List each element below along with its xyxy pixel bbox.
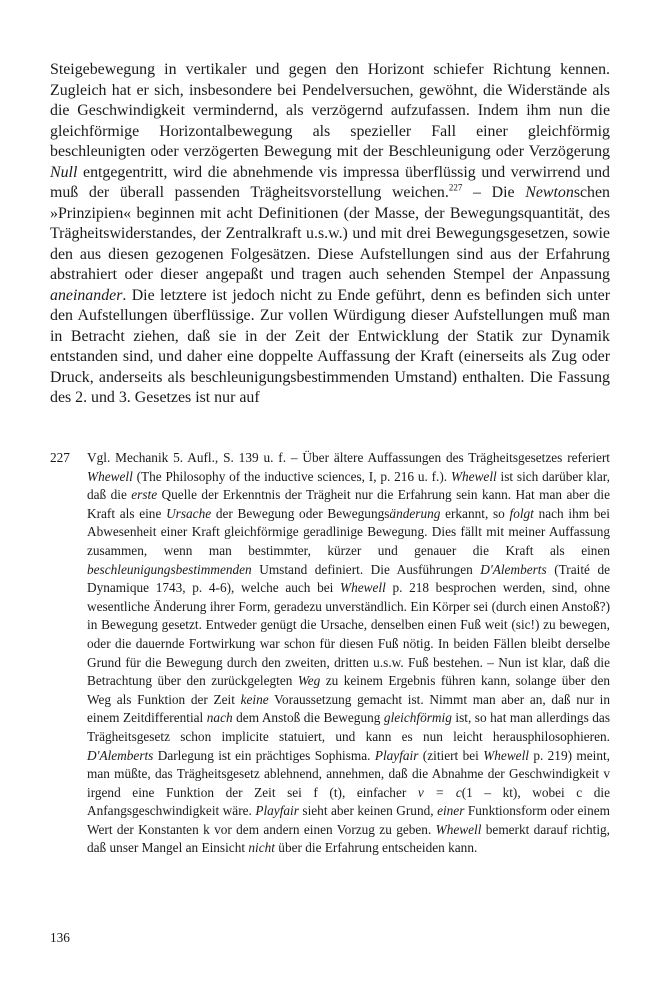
footnote [50, 449, 610, 858]
page-number: 136 [50, 930, 70, 945]
main-text [50, 60, 610, 409]
footnote-text: Vgl. Mechanik 5. Aufl., S. 139 u. f. – Über ältere Auffassungen des Trägheitsgesetzes referiert Whewell (The Philosophy of the inductive sciences, I, p. 216 u. f.). Whewell ist sich darüber klar, daß die erste Quelle der Erkenntnis der Trägheit nur die Erfahrung sein kann. Hat man aber die Kraft als eine Ursache der Bewegung oder Bewegungsänderung erkannt, so folgt nach ihm bei Abwesenheit einer Kraft gleichförmige geradlinige Bewegung. Dies fällt mit meiner Auffassung zusammen, wenn man bestimmter, kürzer und genauer die Kraft als einen beschleunigungsbestimmenden Umstand definiert. Die Ausführungen D'Alemberts (Traité de Dynamique 1743, p. 4-6), welche auch bei Whewell p. 218 besprochen werden, sind, ohne wesentliche Änderung ihrer Form, geradezu unverständlich. Ein Körper sei (durch einen Anstoß?) in Bewegung gesetzt. Entweder genügt die Ursache, denselben einen Fuß weit (sic!) zu bewegen, oder die dauernde Fortwirkung war schon für diesen Fuß nötig. In beiden Fällen bleibt derselbe Grund für die Bewegung durch den zweiten, dritten u.s.w. Fuß bestehen. – Nun ist klar, daß die Betrachtung über den zurückgelegten Weg zu keinem Ergebnis führen kann, solange über den Weg als Funktion der Zeit keine Voraussetzung gemacht ist. Nimmt man aber an, daß nur in einem Zeitdifferential nach dem Anstoß die Bewegung gleichförmig ist, so hat man allerdings das Trägheitsgesetz schon implicite statuiert, und kann es nun leicht herausphilosophieren. D'Alemberts Darlegung ist ein prächtiges Sophisma. Playfair (zitiert bei Whewell p. 219) meint, man müßte, das Trägheitsgesetz ablehnend, annehmen, daß die Abnahme der Geschwindigkeit v irgend eine Funktion der Zeit sei f (t), einfacher v = c(1 – kt), wobei c die Anfangsgeschwindigkeit wäre. Playfair sieht aber keinen Grund, einer Funktionsform oder einem Wert der Konstanten k vor dem andern einen Vorzug zu geben. Whewell bemerkt darauf richtig, daß unser Mangel an Einsicht nicht über die Erfahrung entscheiden kann. [87, 450, 611, 856]
footnote-number: 227 [50, 450, 70, 465]
footnote-reference[interactable]: 227 [448, 182, 463, 193]
main-paragraph: Steigebewegung in vertikaler und gegen den Horizont schiefer Richtung kennen. Zugleich hat er sich, insbesondere bei Pendelversuchen, gewöhnt, die Widerstände als die Geschwindigkeit vermindernd, als verzögernd aufzufassen. Indem ihm nun die gleichförmige Horizontalbewegung als spezieller Fall einer gleichförmig beschleunigten oder verzögerten Bewegung mit der Beschleunigung oder Verzögerung Null entgegentritt, wird die abnehmende vis impressa überflüssig und verwirrend und muß der überall passenden Trägheitsvorstellung weichen.$^{227}$ – Die Newtonschen »Prinzipien« beginnen mit acht Definitionen (der Masse, der Bewegungsquantität, des Trägheitswiderstandes, der Zentralkraft u.s.w.) und mit drei Bewegungsgesetzen, sowie den aus diesen gezogenen Folgesätzen. Diese Aufstellungen sind aus der Erfahrung abstrahiert oder dieser angepaßt und tragen auch sehenden Stempel der Anpassung aneinander. Die letztere ist jedoch nicht zu Ende geführt, denn es befinden sich unter den Aufstellungen überflüssige. Zur vollen Würdigung dieser Aufstellungen muß man in Betracht ziehen, daß sie in der Zeit der Entwicklung der Statik zur Dynamik entstanden sind, und daher eine doppelte Auffassung der Kraft (einerseits als Zug oder Druck, anderseits als beschleunigungsbestimmenden Umstand) enthalten. Die Fassung des 2. und 3. Gesetzes ist nur auf [50, 61, 610, 406]
